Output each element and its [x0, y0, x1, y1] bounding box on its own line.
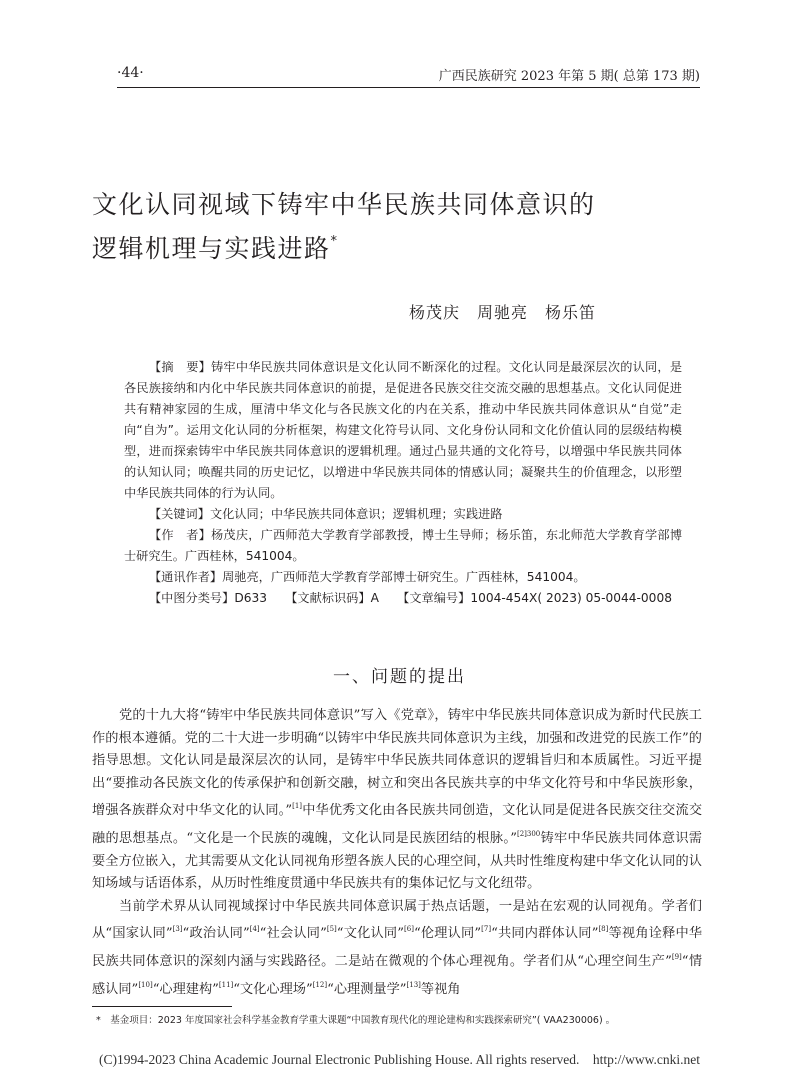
citation-ref: [4]	[249, 925, 260, 934]
paragraph-text: 当前学术界从认同视域探讨中华民族共同体意识属于热点话题，一是站在宏观的认同视角。学者们从“国家认同”	[92, 898, 702, 942]
citation-ref: [7]	[481, 925, 492, 934]
citation-ref: [9]	[671, 952, 682, 961]
journal-citation: 广西民族研究 2023 年第 5 期( 总第 173 期)	[438, 69, 700, 84]
running-header	[117, 63, 700, 88]
paragraph-text: 等视角	[420, 981, 461, 997]
title-line-2	[92, 223, 692, 267]
citation-ref: [2]300	[516, 829, 541, 838]
article-title	[92, 186, 692, 267]
corresponding-author-text: 周驰亮，广西师范大学教育学部博士研究生。广西桂林，541004。	[222, 570, 586, 584]
footnote-text: 基金项目：2023 年度国家社会科学基金教育学重大课题“中国教育现代化的理论建构和实践探索研究”( VAA230006) 。	[110, 1015, 616, 1026]
abstract-text: 铸牢中华民族共同体意识是文化认同不断深化的过程。文化认同是最深层次的认同，是各民族接纳和内化中华民族共同体意识的前提，是促进各民族交往交流交融的思想基点。文化认同促进共有精神家园的生成，厘清中华文化与各民族文化的内在关系，推动中华民族共同体意识从“自觉”走向“自为”。运用文化认同的分析框架，构建文化符号认同、文化身份认同和文化价值认同的层级结构模型，进而探索铸牢中华民族共同体意识的逻辑机理。通过凸显共通的文化符号，以增强中华民族共同体的认知认同；唤醒共同的历史记忆，以增进中华民族共同体的情感认同；凝聚共生的价值理念，以形塑中华民族共同体的行为认同。	[124, 360, 683, 500]
paragraph-text: “心理测量学”	[327, 981, 407, 997]
citation-ref: [13]	[406, 980, 421, 989]
abstract-block	[124, 357, 682, 609]
section-heading: 一、问题的提出	[333, 667, 466, 687]
citation-ref: [10]	[138, 980, 153, 989]
author-info-text: 杨茂庆，广西师范大学教育学部教授，博士生导师；杨乐笛，东北师范大学教育学部博士研究生。广西桂林，541004。	[124, 528, 683, 563]
author-info-label: 【作 者】	[149, 528, 212, 542]
keywords-label: 【关键词】	[149, 507, 210, 521]
article-number-value: 1004-454X( 2023) 05-0044-0008	[470, 591, 672, 605]
paragraph-text: “心理建构”	[152, 981, 219, 997]
author-list: 杨茂庆 周驰亮 杨乐笛	[409, 303, 597, 322]
title-line-2-text: 逻辑机理与实践进路	[92, 234, 331, 263]
article-number-label: 【文章编号】	[403, 591, 471, 605]
paragraph-text: “情感认同”	[92, 953, 703, 997]
paragraph-text: 等视角诠释中华民族共同体意识的深刻内涵与实践路径。二是站在微观的个体心理视角。学者们从“心理空间生产”	[92, 926, 703, 969]
funding-marker: *	[330, 234, 338, 249]
footnote	[96, 1012, 696, 1026]
doc-code-label: 【文献标识码】	[291, 591, 371, 605]
doc-code-value: A	[370, 591, 379, 605]
abstract-label: 【摘 要】	[149, 360, 212, 374]
paragraph-text: “文化心理场”	[233, 981, 313, 997]
corresponding-author	[124, 567, 682, 588]
paragraph-text: 中华优秀文化由各民族共同创造，文化认同是促进各民族交往交流交融的思想基点。“文化是一个民族的魂魄，文化认同是民族团结的根脉。”	[92, 803, 703, 846]
copyright-notice: (C)1994-2023 China Academic Journal Electronic Publishing House. All rights reserved. http://www.cnki.net	[99, 1052, 700, 1067]
page-number: ·44·	[117, 65, 144, 81]
clc-label: 【中图分类号】	[149, 591, 235, 605]
keywords-text: 文化认同；中华民族共同体意识；逻辑机理；实践进路	[209, 507, 503, 521]
footnote-marker: *	[96, 1015, 101, 1026]
citation-ref: [11]	[218, 980, 234, 989]
title-line-1: 文化认同视域下铸牢中华民族共同体意识的	[92, 190, 596, 219]
corresponding-author-label: 【通讯作者】	[149, 570, 223, 584]
clc-value: D633	[234, 591, 267, 605]
paragraph-text: “社会认同”	[259, 926, 327, 942]
citation-ref: [1]	[292, 802, 303, 811]
classification-line	[124, 588, 682, 609]
footnote-divider	[92, 1006, 232, 1007]
paragraph-text: “伦理认同”	[413, 926, 482, 942]
paragraph-text: 铸牢中华民族共同体意识需要全方位嵌入，尤其需要从文化认同视角形塑各族人民的心理空间，从共时性维度构建中华文化认同的认知场域与话语体系，从历时性维度贯通中华民族共有的集体记忆与文化纽带。	[92, 830, 702, 892]
author-info	[124, 525, 682, 567]
keywords	[124, 504, 682, 525]
citation-ref: [8]	[598, 925, 609, 934]
citation-ref: [5]	[326, 925, 337, 934]
body-text	[92, 705, 702, 1001]
body-paragraph-1	[92, 705, 702, 896]
paragraph-text: “共同内群体认同”	[491, 926, 599, 942]
paragraph-text: “文化认同”	[336, 926, 405, 942]
citation-ref: [12]	[312, 980, 328, 989]
paragraph-text: 党的十九大将“铸牢中华民族共同体意识”写入《党章》，铸牢中华民族共同体意识成为新时代民族工作的根本遵循。党的二十大进一步明确“以铸牢中华民族共同体意识为主线，加强和改进党的民族工作”的指导思想。文化认同是最深层次的认同，是铸牢中华民族共同体意识的逻辑旨归和本质属性。习近平提出“要推动各民族文化的传承保护和创新交融，树立和突出各民族共享的中华文化符号和中华民族形象，增强各族群众对中华文化的认同。”	[92, 708, 702, 819]
body-paragraph-2	[92, 896, 702, 1001]
citation-ref: [3]	[172, 925, 183, 934]
abstract	[124, 357, 682, 504]
citation-ref: [6]	[404, 925, 414, 934]
paragraph-text: “政治认同”	[182, 926, 250, 942]
